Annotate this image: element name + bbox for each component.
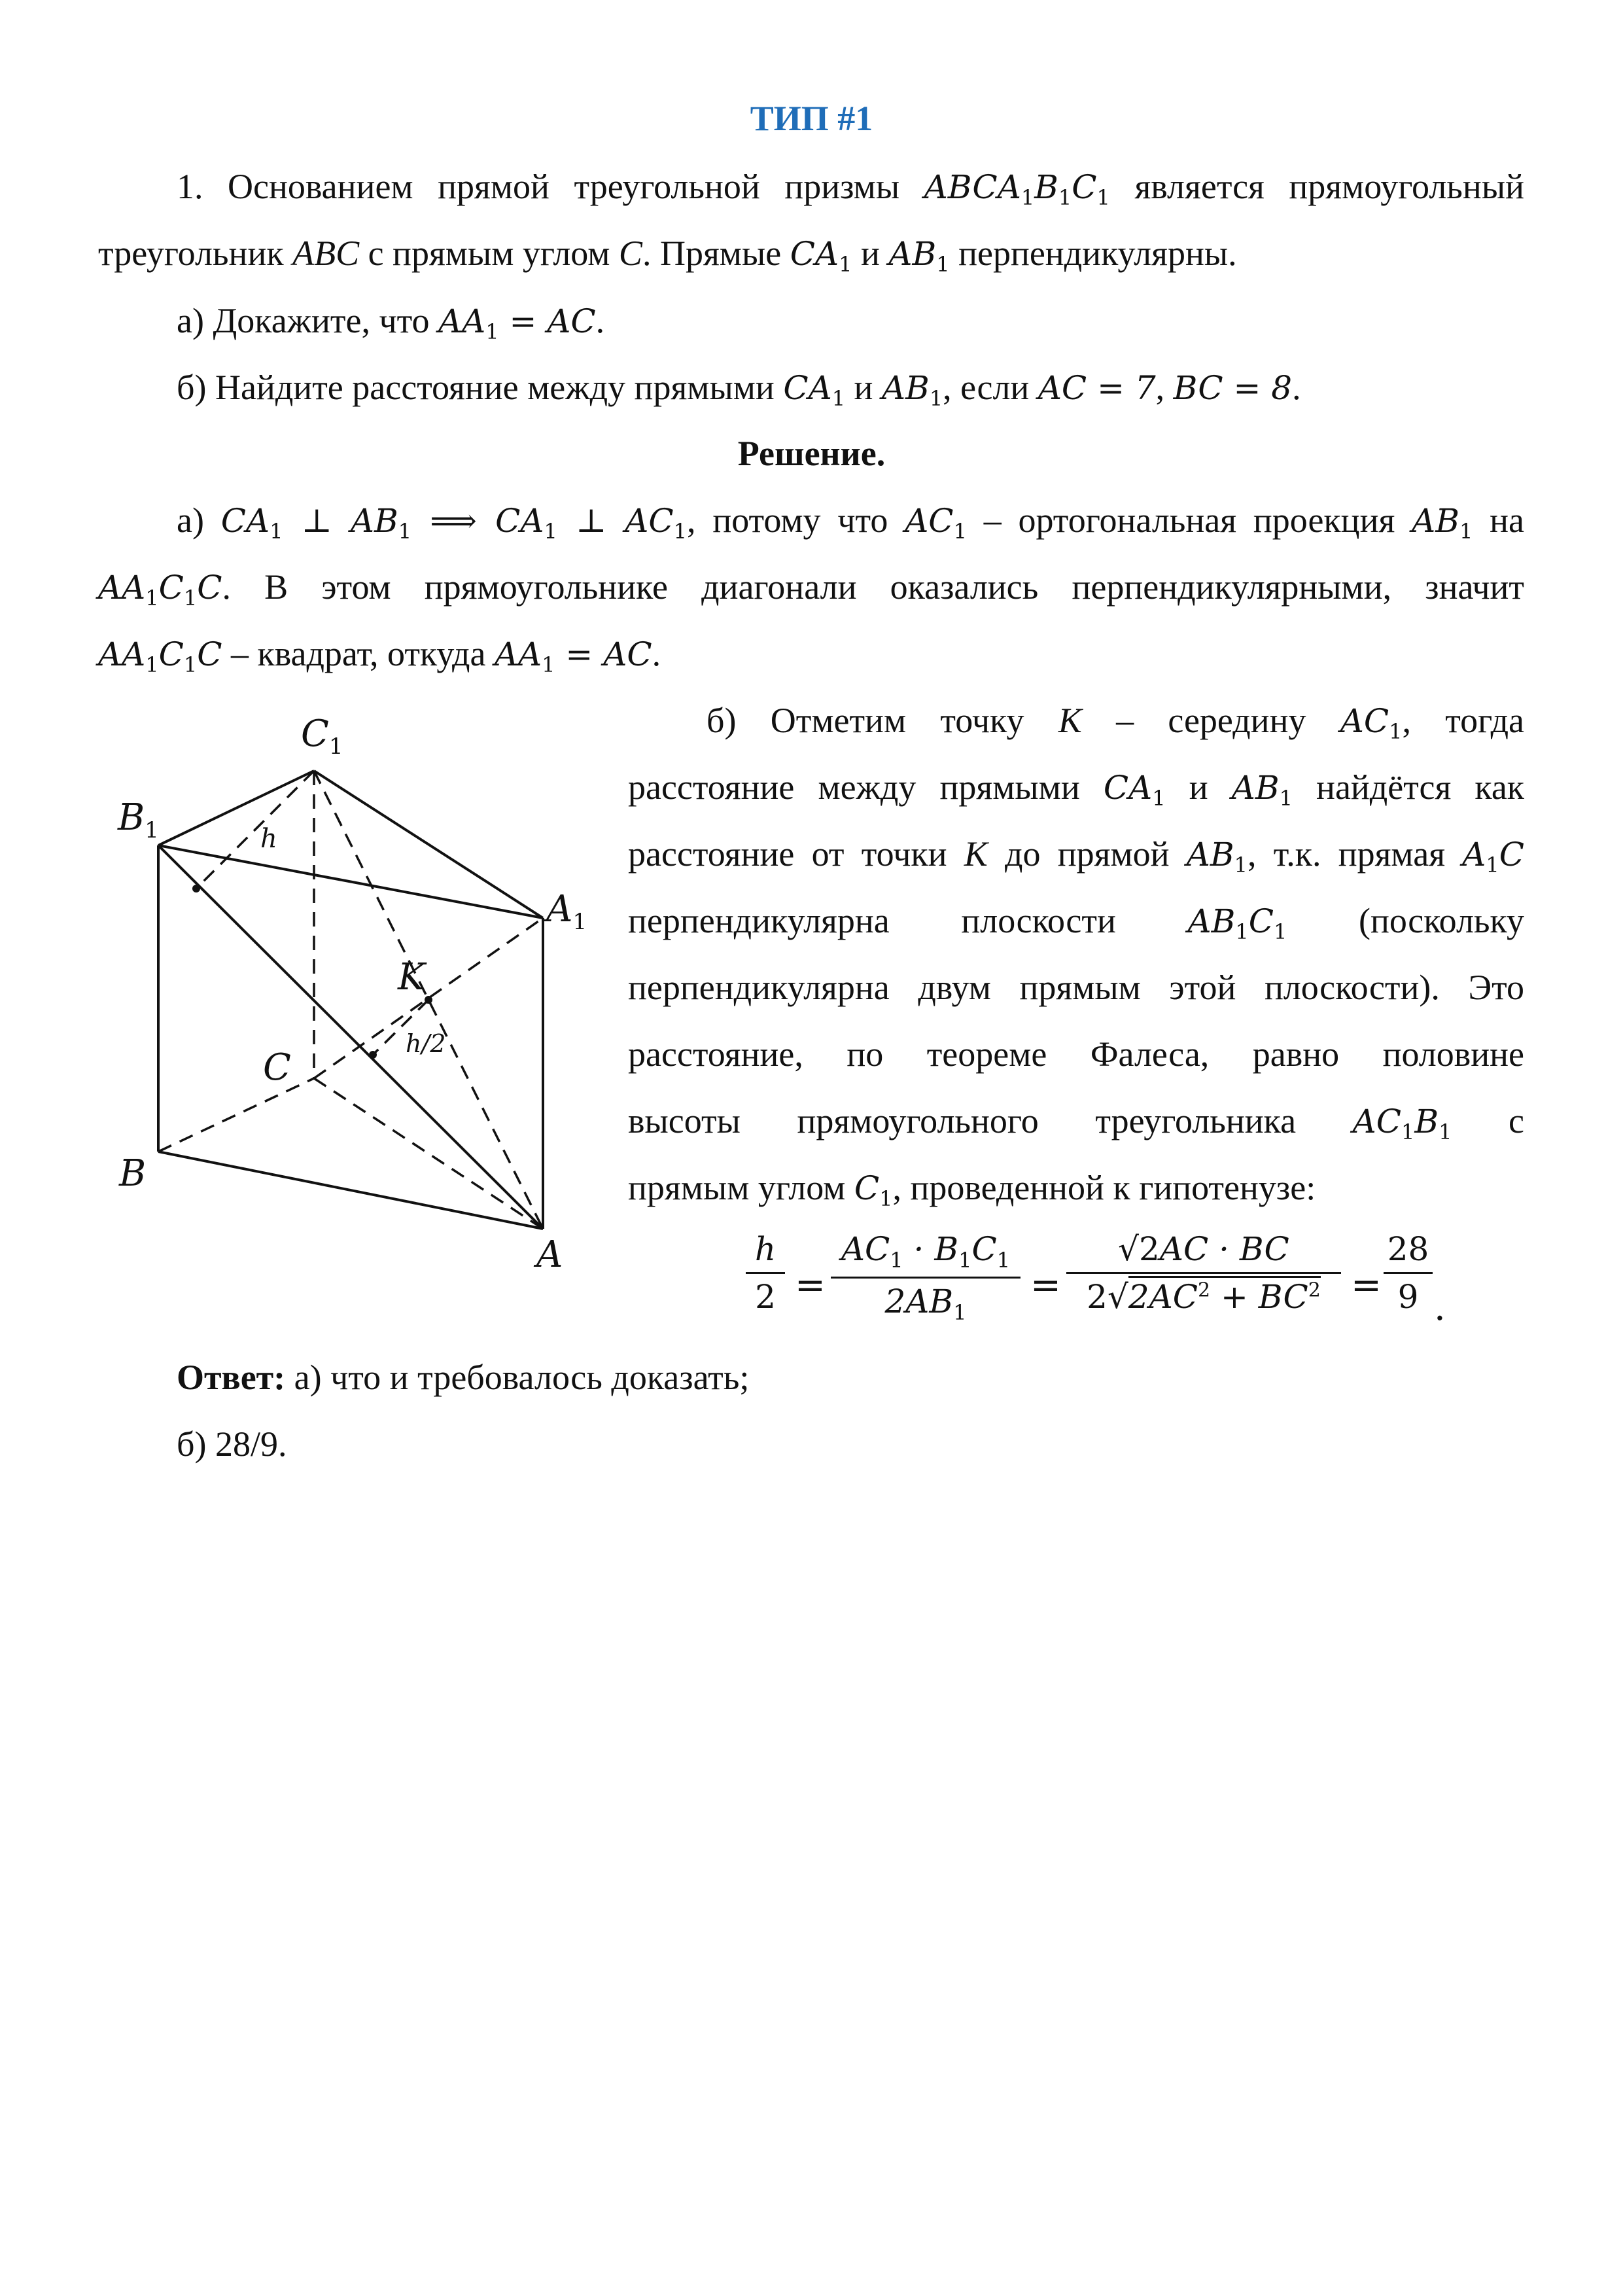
page-title: ТИП #1	[750, 99, 873, 138]
distance-formula: h 2 = $AC_1 \cdot B_1C_1$ $2AB_1$ = √2AC · BC $2√2AC^2 + BC^2$ = 28 9 .	[746, 1230, 1433, 1348]
solution-b-line-3: расстояние от точки K до прямой $AB_1$, т.к. прямая $A_1C$	[628, 834, 1525, 877]
label-h-half: h/2	[406, 1029, 446, 1058]
label-b1: $B_1$	[118, 796, 159, 843]
solution-a-line-1: а) $CA_1$ ⊥ $AB_1$ ⟹ $CA_1$ ⊥ $AC_1$, потому что $AC_1$ – ортогональная проекция $AB_1$ на	[177, 501, 1524, 544]
solution-b-line-7: высоты прямоугольного треугольника $AC_1B_1$ с	[628, 1101, 1525, 1144]
diagonal-b1-a	[158, 845, 543, 1229]
problem-line-1: 1. Основанием прямой треугольной призмы $ABCA_1B_1C_1$ является прямоугольный	[177, 167, 1524, 210]
solution-a-line-2: $AA_1C_1C$. В этом прямоугольнике диагонали оказались перпендикулярными, значит	[98, 567, 1524, 610]
label-a1: $A_1$	[546, 888, 587, 935]
foot-h-point	[192, 885, 200, 892]
edge-b-a	[158, 1152, 543, 1229]
problem-line-2: треугольник ABC с прямым углом C. Прямые $CA_1$ и $AB_1$ перпендикулярны.	[98, 234, 1237, 277]
fraction-legs-over-hyp: $AC_1 \cdot B_1C_1$ $2AB_1$	[831, 1230, 1021, 1325]
problem-part-a: а) Докажите, что $AA_1$ = AC.	[177, 301, 605, 344]
solution-a-line-3: $AA_1C_1C$ – квадрат, откуда $AA_1$ = AC.	[98, 634, 661, 677]
label-b: B	[119, 1152, 147, 1195]
foot-half-point	[369, 1051, 377, 1059]
problem-part-b: б) Найдите расстояние между прямыми $CA_1$ и $AB_1$, если AC = 7, BC = 8.	[177, 368, 1301, 411]
label-k: K	[398, 956, 425, 998]
point-k	[425, 996, 432, 1004]
label-c1: $C_1$	[301, 713, 343, 760]
fraction-result: 28 9	[1384, 1230, 1433, 1316]
prism-diagram	[105, 713, 628, 1276]
solution-heading: Решение.	[737, 434, 886, 473]
solution-b-line-4: перпендикулярна плоскости $AB_1C_1$ (поскольку	[628, 901, 1525, 944]
answer-line-a: Ответ: а) что и требовалось доказать;	[177, 1358, 750, 1397]
fraction-substituted: √2AC · BC $2√2AC^2 + BC^2$	[1066, 1230, 1341, 1316]
label-c: C	[263, 1046, 291, 1089]
solution-b-line-2: расстояние между прямыми $CA_1$ и $AB_1$ найдётся как	[628, 768, 1525, 811]
label-h: h	[260, 824, 277, 854]
solution-b-line-1: б) Отметим точку K – середину $AC_1$, тогда	[707, 701, 1525, 744]
label-a: A	[536, 1233, 563, 1276]
solution-b-line-8: прямым углом $C_1$, проведенной к гипотенузе:	[628, 1168, 1316, 1211]
solution-b-line-5: перпендикулярна двум прямым этой плоскости). Это	[628, 968, 1524, 1007]
answer-line-b: б) 28/9.	[177, 1424, 287, 1464]
fraction-h-over-2: h 2	[746, 1230, 785, 1316]
solution-b-line-6: расстояние, по теореме Фалеса, равно половине	[628, 1034, 1524, 1074]
hidden-edge-b-c	[158, 1078, 314, 1152]
edge-b1-c1	[158, 771, 314, 845]
